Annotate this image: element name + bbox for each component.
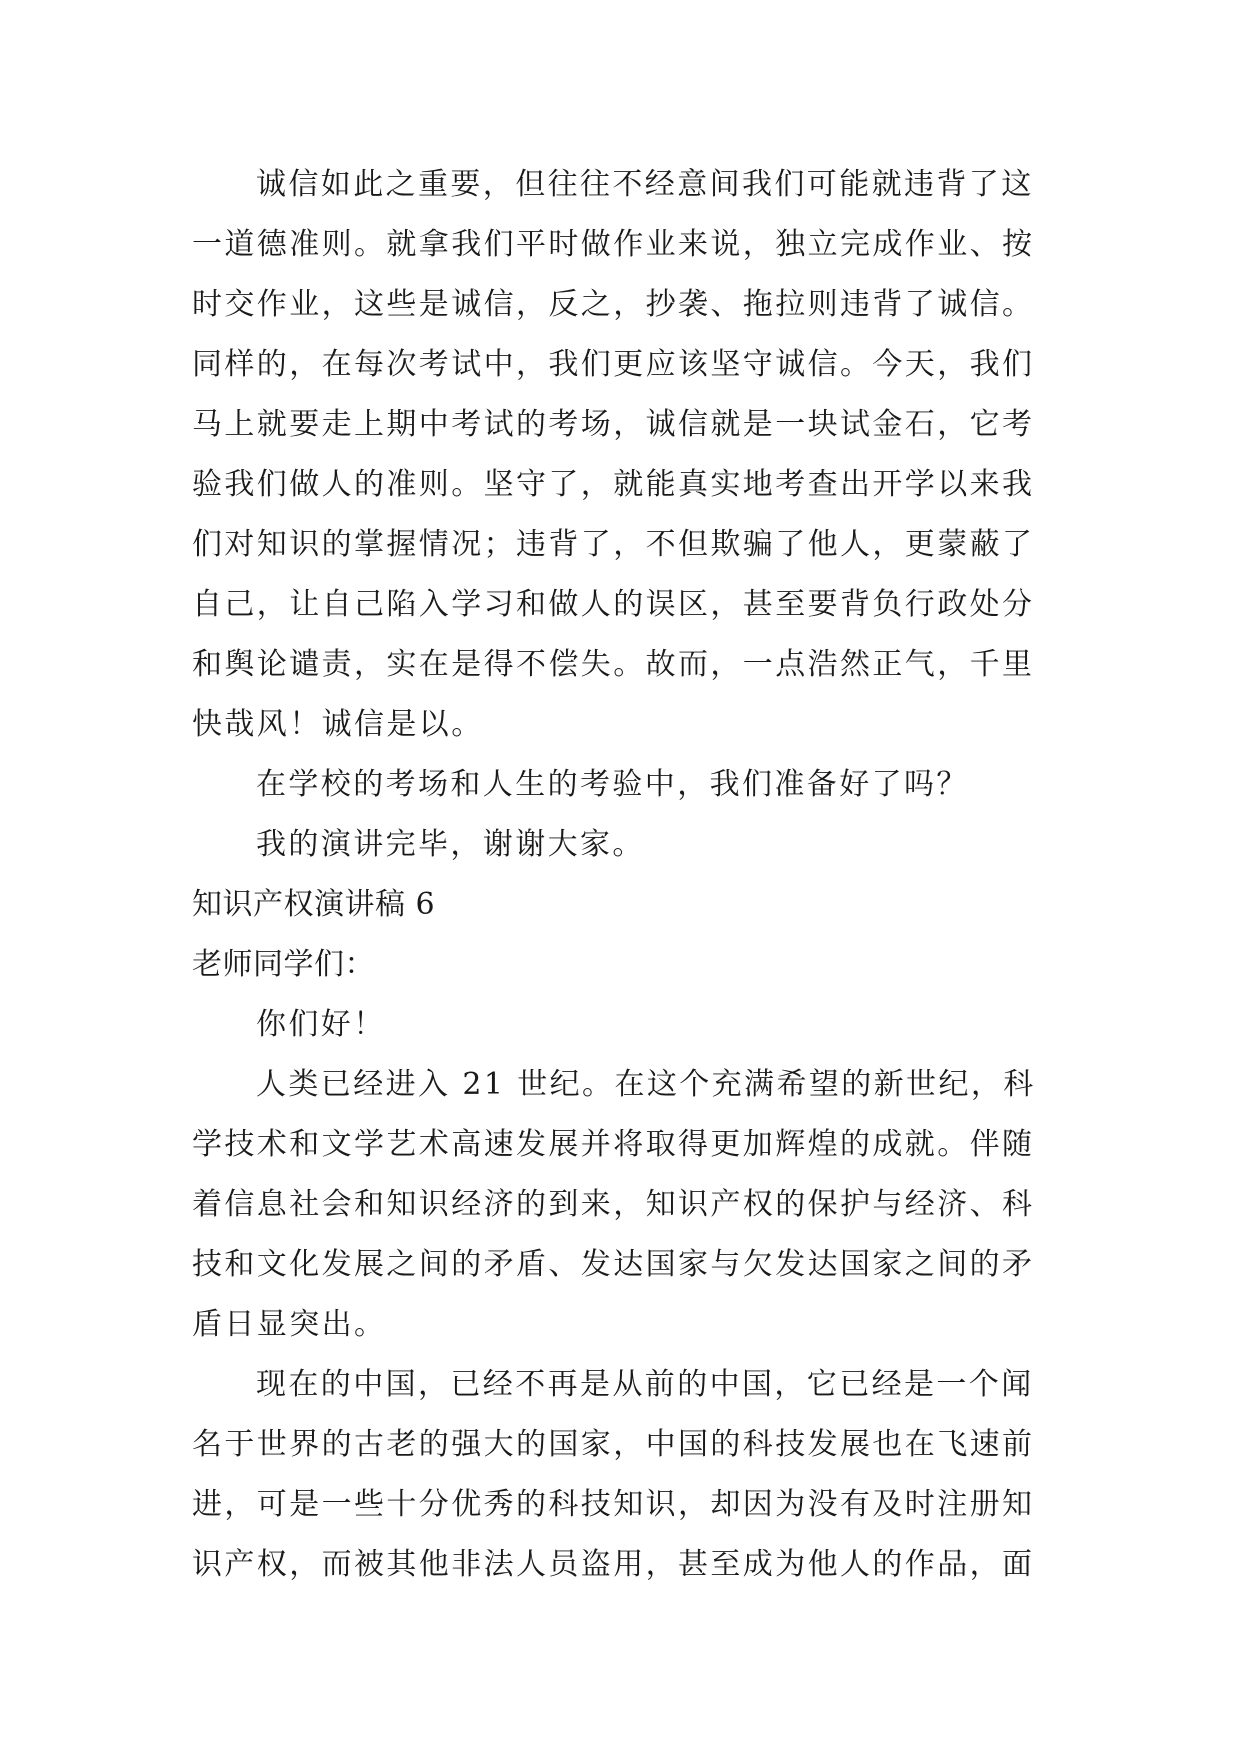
- text-line: 和舆论谴责，实在是得不偿失。故而，一点浩然正气，千里: [192, 647, 1035, 682]
- salutation: 老师同学们：: [192, 947, 375, 982]
- text-line: 学技术和文学艺术高速发展并将取得更加辉煌的成就。伴随: [192, 1127, 1035, 1162]
- text-line: 着信息社会和知识经济的到来，知识产权的保护与经济、科: [192, 1187, 1035, 1222]
- text-line: 验我们做人的准则。坚守了，就能真实地考查出开学以来我: [192, 467, 1035, 502]
- text-line: 人类已经进入 21 世纪。在这个充满希望的新世纪，科: [256, 1067, 1036, 1102]
- greeting: 你们好！: [256, 1007, 386, 1042]
- text-line: 盾日显突出。: [192, 1307, 387, 1342]
- text-line: 快哉风！诚信是以。: [192, 707, 484, 742]
- text-line: 技和文化发展之间的矛盾、发达国家与欠发达国家之间的矛: [192, 1247, 1035, 1282]
- text-line: 同样的，在每次考试中，我们更应该坚守诚信。今天，我们: [192, 347, 1035, 382]
- paragraph-21st-century: [192, 1055, 1092, 1355]
- text-line: 识产权，而被其他非法人员盗用，甚至成为他人的作品，面: [192, 1547, 1035, 1582]
- paragraph-integrity-importance: [192, 155, 1092, 755]
- document-body: [192, 155, 1092, 1595]
- paragraph-china-today: [192, 1355, 1092, 1595]
- text-line: 一道德准则。就拿我们平时做作业来说，独立完成作业、按: [192, 227, 1035, 262]
- text-line: 时交作业，这些是诚信，反之，抄袭、拖拉则违背了诚信。: [192, 287, 1035, 322]
- text-line: 进，可是一些十分优秀的科技知识，却因为没有及时注册知: [192, 1487, 1035, 1522]
- text-line: 名于世界的古老的强大的国家，中国的科技发展也在飞速前: [192, 1427, 1035, 1462]
- text-line: 诚信如此之重要，但往往不经意间我们可能就违背了这: [256, 167, 1034, 202]
- text-line: 马上就要走上期中考试的考场，诚信就是一块试金石，它考: [192, 407, 1035, 442]
- paragraph-question: 在学校的考场和人生的考验中，我们准备好了吗？: [256, 767, 969, 802]
- text-line: 自己，让自己陷入学习和做人的误区，甚至要背负行政处分: [192, 587, 1035, 622]
- section-title: 知识产权演讲稿 6: [192, 887, 436, 922]
- paragraph-closing: 我的演讲完毕，谢谢大家。: [256, 827, 645, 862]
- text-line: 现在的中国，已经不再是从前的中国，它已经是一个闻: [256, 1367, 1034, 1402]
- text-line: 们对知识的掌握情况；违背了，不但欺骗了他人，更蒙蔽了: [192, 527, 1035, 562]
